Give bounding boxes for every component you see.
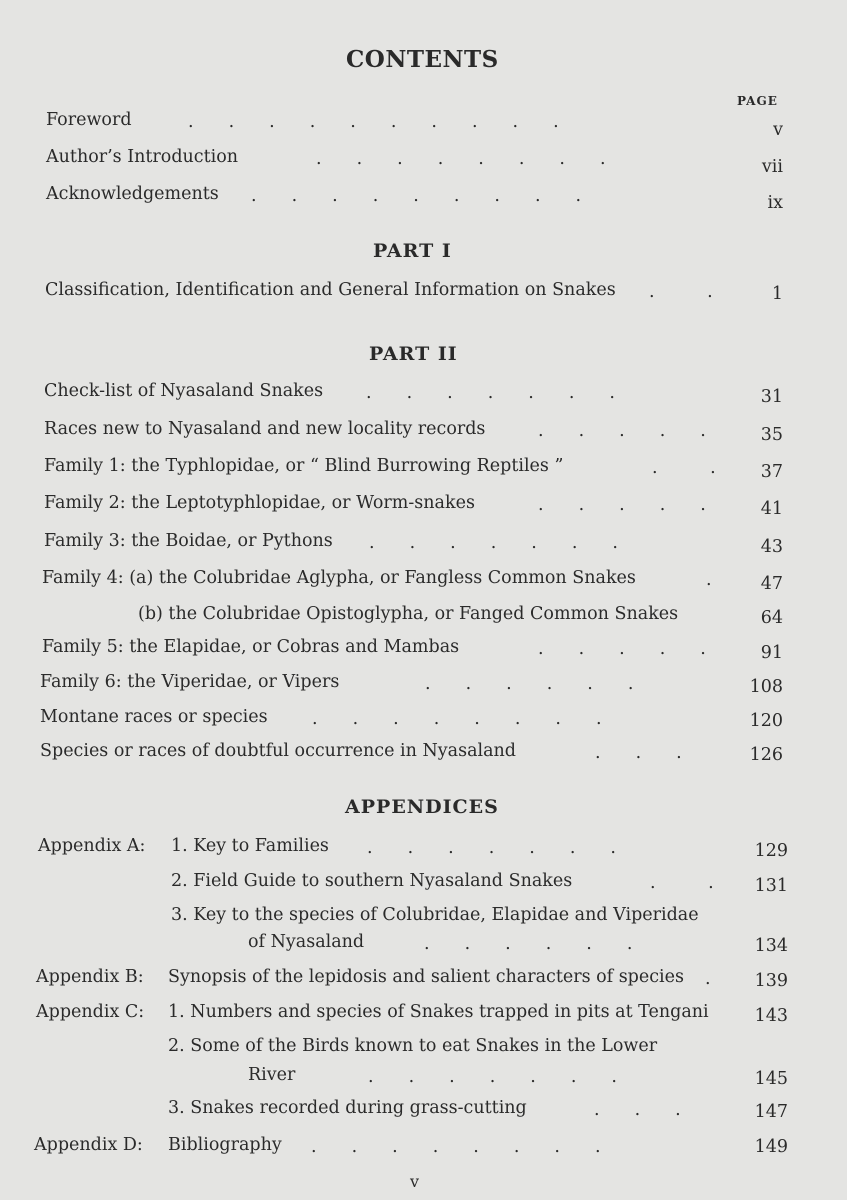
toc-entry-family-3: Family 3: the Boidae, or Pythons [44, 531, 333, 551]
toc-entry-family-4a: Family 4: (a) the Colubridae Aglypha, or Fangless Common Snakes [42, 568, 636, 588]
leader-dots: . [705, 969, 711, 989]
part-2-heading: PART II [369, 343, 458, 365]
toc-entry-classification: Classification, Identification and General Information on Snakes [45, 280, 616, 300]
appendix-b-label: Appendix B: [36, 967, 144, 987]
leader-dots: . . . . . . . [367, 838, 616, 858]
leader-dots: . . . . . [538, 639, 706, 659]
toc-entry-appendix-a3: 3. Key to the species of Colubridae, Elapidae and Viperidae [171, 905, 699, 925]
page-number: 120 [749, 711, 783, 731]
leader-dots: . [706, 570, 712, 590]
leader-dots: . . . . . . . [366, 383, 615, 403]
toc-entry-family-4b: (b) the Colubridae Opistoglypha, or Fanged Common Snakes [138, 604, 679, 624]
toc-entry-montane: Montane races or species [40, 707, 268, 727]
page-number: 149 [754, 1137, 788, 1157]
page-number: vii [761, 157, 783, 177]
toc-entry-appendix-a2: 2. Field Guide to southern Nyasaland Snakes [171, 871, 573, 891]
leader-dots: . . . . . . [425, 674, 634, 694]
page-number: ix [767, 193, 783, 213]
page-number: 37 [760, 462, 783, 482]
toc-entry-acknowledgements: Acknowledgements [46, 184, 219, 204]
page-number: 41 [760, 499, 783, 519]
toc-entry-foreword: Foreword [46, 110, 132, 130]
leader-dots: . . . . . . . . [311, 1137, 601, 1157]
toc-entry-family-1: Family 1: the Typhlopidae, or “ Blind Burrowing Reptiles ” [44, 456, 564, 476]
leader-dots: . . [652, 458, 716, 478]
toc-entry-appendix-b: Synopsis of the lepidosis and salient characters of species [168, 967, 684, 987]
page-number: 108 [749, 677, 783, 697]
page-number: 91 [760, 643, 783, 663]
toc-entry-doubtful: Species or races of doubtful occurrence in Nyasaland [40, 741, 517, 761]
page-number: 143 [754, 1006, 788, 1026]
page-number: 139 [754, 971, 788, 991]
toc-entry-introduction: Author’s Introduction [46, 147, 239, 167]
page-number: 129 [754, 841, 788, 861]
toc-entry-checklist: Check-list of Nyasaland Snakes [44, 381, 324, 401]
leader-dots: . . . . . . . [369, 533, 618, 553]
page-number: 131 [754, 876, 788, 896]
appendices-heading: APPENDICES [345, 796, 499, 818]
leader-dots: . . [650, 873, 714, 893]
leader-dots: . . . . . . . [368, 1067, 617, 1087]
page-number: 126 [749, 745, 783, 765]
page-column-header: PAGE [737, 94, 778, 108]
toc-entry-family-5: Family 5: the Elapidae, or Cobras and Mambas [42, 637, 460, 657]
part-1-heading: PART I [373, 240, 452, 262]
page-number: 47 [760, 574, 783, 594]
page-number: v [773, 120, 783, 140]
appendix-c-label: Appendix C: [36, 1002, 145, 1022]
leader-dots: . . . . . . . . [316, 149, 606, 169]
page-number: 64 [760, 608, 783, 628]
toc-entry-family-6: Family 6: the Viperidae, or Vipers [40, 672, 340, 692]
page-number: 134 [754, 936, 788, 956]
page-number: 1 [771, 284, 783, 304]
appendix-a-label: Appendix A: [38, 836, 146, 856]
appendix-d-label: Appendix D: [34, 1135, 143, 1155]
page-number: 35 [760, 425, 783, 445]
page-number: 147 [754, 1102, 788, 1122]
toc-entry-family-2: Family 2: the Leptotyphlopidae, or Worm-snakes [44, 493, 475, 513]
toc-entry-appendix-a3-cont: of Nyasaland [248, 932, 365, 952]
page-number: 145 [754, 1069, 788, 1089]
toc-entry-appendix-a1: 1. Key to Families [171, 836, 329, 856]
page-number: 31 [760, 387, 783, 407]
toc-entry-races-new: Races new to Nyasaland and new locality records [44, 419, 486, 439]
contents-title: CONTENTS [346, 46, 499, 73]
toc-entry-appendix-c2-cont: River [248, 1065, 296, 1085]
leader-dots: . . . . . . . . . . [188, 112, 559, 132]
leader-dots: . . . . . [538, 421, 706, 441]
leader-dots: . . . [595, 743, 682, 763]
page-number: 43 [760, 537, 783, 557]
page-folio: v [410, 1172, 420, 1191]
toc-entry-appendix-c3: 3. Snakes recorded during grass-cutting [168, 1098, 527, 1118]
toc-entry-appendix-c1: 1. Numbers and species of Snakes trapped in pits at Tengani [168, 1002, 709, 1022]
leader-dots: . . . . . . [424, 934, 633, 954]
leader-dots: . . . . . . . . . [251, 186, 582, 206]
leader-dots: . . . . . . . . [312, 709, 602, 729]
leader-dots: . . . [594, 1100, 681, 1120]
toc-entry-appendix-c2: 2. Some of the Birds known to eat Snakes in the Lower [168, 1036, 658, 1056]
leader-dots: . . [649, 282, 713, 302]
toc-entry-appendix-d: Bibliography [168, 1135, 282, 1155]
leader-dots: . . . . . [538, 495, 706, 515]
